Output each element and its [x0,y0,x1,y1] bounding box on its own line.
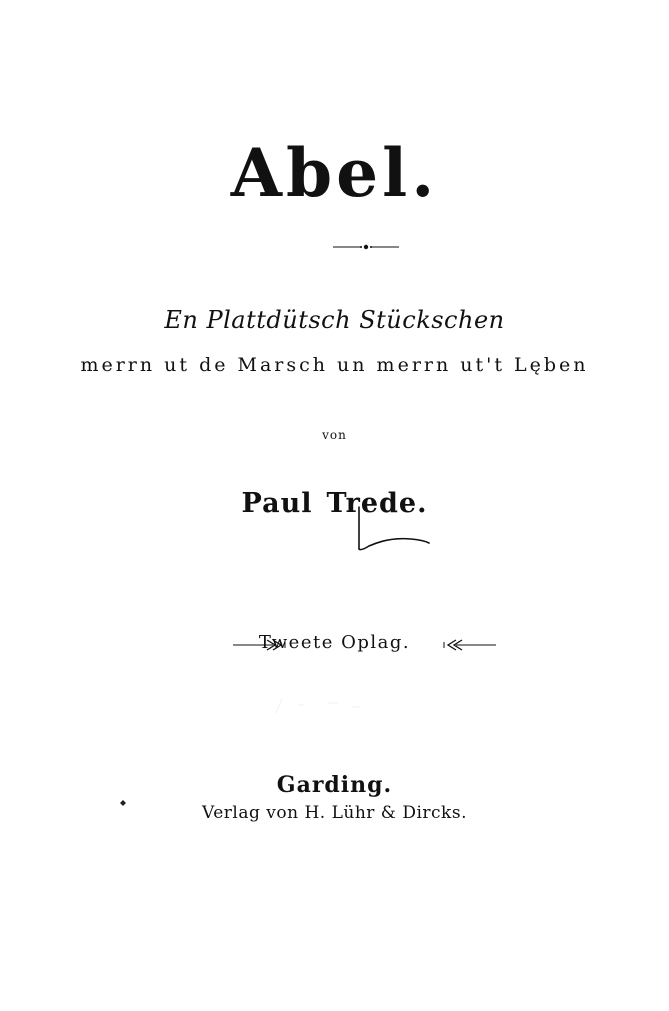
book-title-text: Abel. [230,134,439,212]
edition-row [0,632,669,662]
dash-dot-ornament-icon [333,242,399,252]
subtitle: En Plattdütsch Stückschen [164,306,505,334]
publication-place: Garding. [276,772,393,798]
by-label: von [322,428,347,442]
subtitle-line-2: merrn ut de Marsch un merrn ut't Lęben [80,354,589,376]
faint-show-through-mark [268,695,378,717]
publisher-line: Verlag von H. Lühr & Dircks. [202,803,467,823]
author-name [0,488,669,519]
edition-label: Tweete Oplag. [258,632,411,653]
ink-speck-icon [119,799,127,807]
signature-flourish-icon [355,505,435,555]
book-title [0,134,669,212]
left-arrow-flourish-icon [440,638,496,652]
author-first-name: Paul [241,488,313,519]
author-last-name: Trede. [326,488,428,519]
